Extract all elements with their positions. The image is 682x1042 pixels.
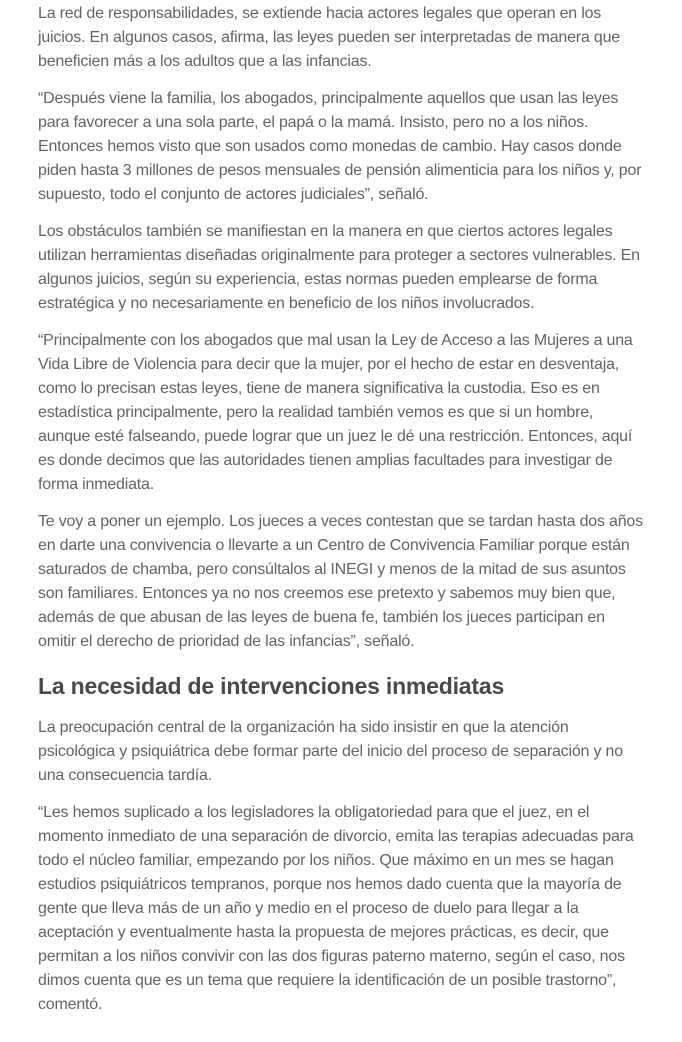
paragraph-quote-family-lawyers: “Después viene la familia, los abogados, principalmente aquellos que usan las leyes para favorecer a una sola parte, el papá o la mamá. Insisto, pero no a los niños. Entonces hemos visto que son usados como monedas de cambio. Hay casos donde piden hasta 3 millones de pesos mensuales de pensión alimenticia para los niños y, por supuesto, todo el conjunto de actores judiciales”, señaló.: [38, 90, 642, 203]
paragraph-quote-law-misuse: “Principalmente con los abogados que mal usan la Ley de Acceso a las Mujeres a una Vida Libre de Violencia para decir que la mujer, por el hecho de estar en desventaja, como lo precisan estas leyes, tiene de manera significativa la custodia. Eso es en estadística principalmente, pero la realidad también vemos es que si un hombre, aunque esté falseando, puede lograr que un juez le dé una restricción. Entonces, aquí es donde decimos que las autoridades tienen amplias facultades para investigar de forma inmediata.: [38, 332, 633, 493]
section-heading: La necesidad de intervenciones inmediatas: [38, 673, 505, 699]
paragraph-organization-concern: La preocupación central de la organización ha sido insistir en que la atención psicológica y psiquiátrica debe formar parte del inicio del proceso de separación y no una consecuencia tardía.: [38, 719, 623, 784]
paragraph-responsibility-network: La red de responsabilidades, se extiende hacia actores legales que operan en los juicios. En algunos casos, afirma, las leyes pueden ser interpretadas de manera que beneficien más a los adultos que a las infancias.: [38, 5, 620, 70]
paragraph-quote-legislators-plea: “Les hemos suplicado a los legisladores la obligatoriedad para que el juez, en el momento inmediato de una separación de divorcio, emita las terapias adecuadas para todo el núcleo familiar, empezando por los niños. Que máximo en un mes se hagan estudios psiquiátricos tempranos, porque nos hemos dado cuenta que la mayoría de gente que lleva más de un año y medio en el proceso de duelo para llegar a la aceptación y eventualmente hasta la propuesta de mejores prácticas, es decir, que permitan a los niños convivir con las dos figuras paterno materno, según el caso, nos dimos cuenta que es un tema que requiere la identificación de un posible trastorno”, comentó.: [38, 804, 634, 1013]
article-body: [38, 2, 646, 1017]
paragraph-quote-judges-example: Te voy a poner un ejemplo. Los jueces a veces contestan que se tardan hasta dos años en darte una convivencia o llevarte a un Centro de Convivencia Familiar porque están saturados de chamba, pero consúltalos al INEGI y menos de la mitad de sus asuntos son familiares. Entonces ya no nos creemos ese pretexto y sabemos muy bien que, además de que abusan de las leyes de buena fe, también los jueces participan en omitir el derecho de prioridad de las infancias”, señaló.: [38, 513, 643, 650]
paragraph-legal-obstacles: Los obstáculos también se manifiestan en la manera en que ciertos actores legales utilizan herramientas diseñadas originalmente para proteger a sectores vulnerables. En algunos juicios, según su experiencia, estas normas pueden emplearse de forma estratégica y no necesariamente en beneficio de los niños involucrados.: [38, 223, 640, 312]
